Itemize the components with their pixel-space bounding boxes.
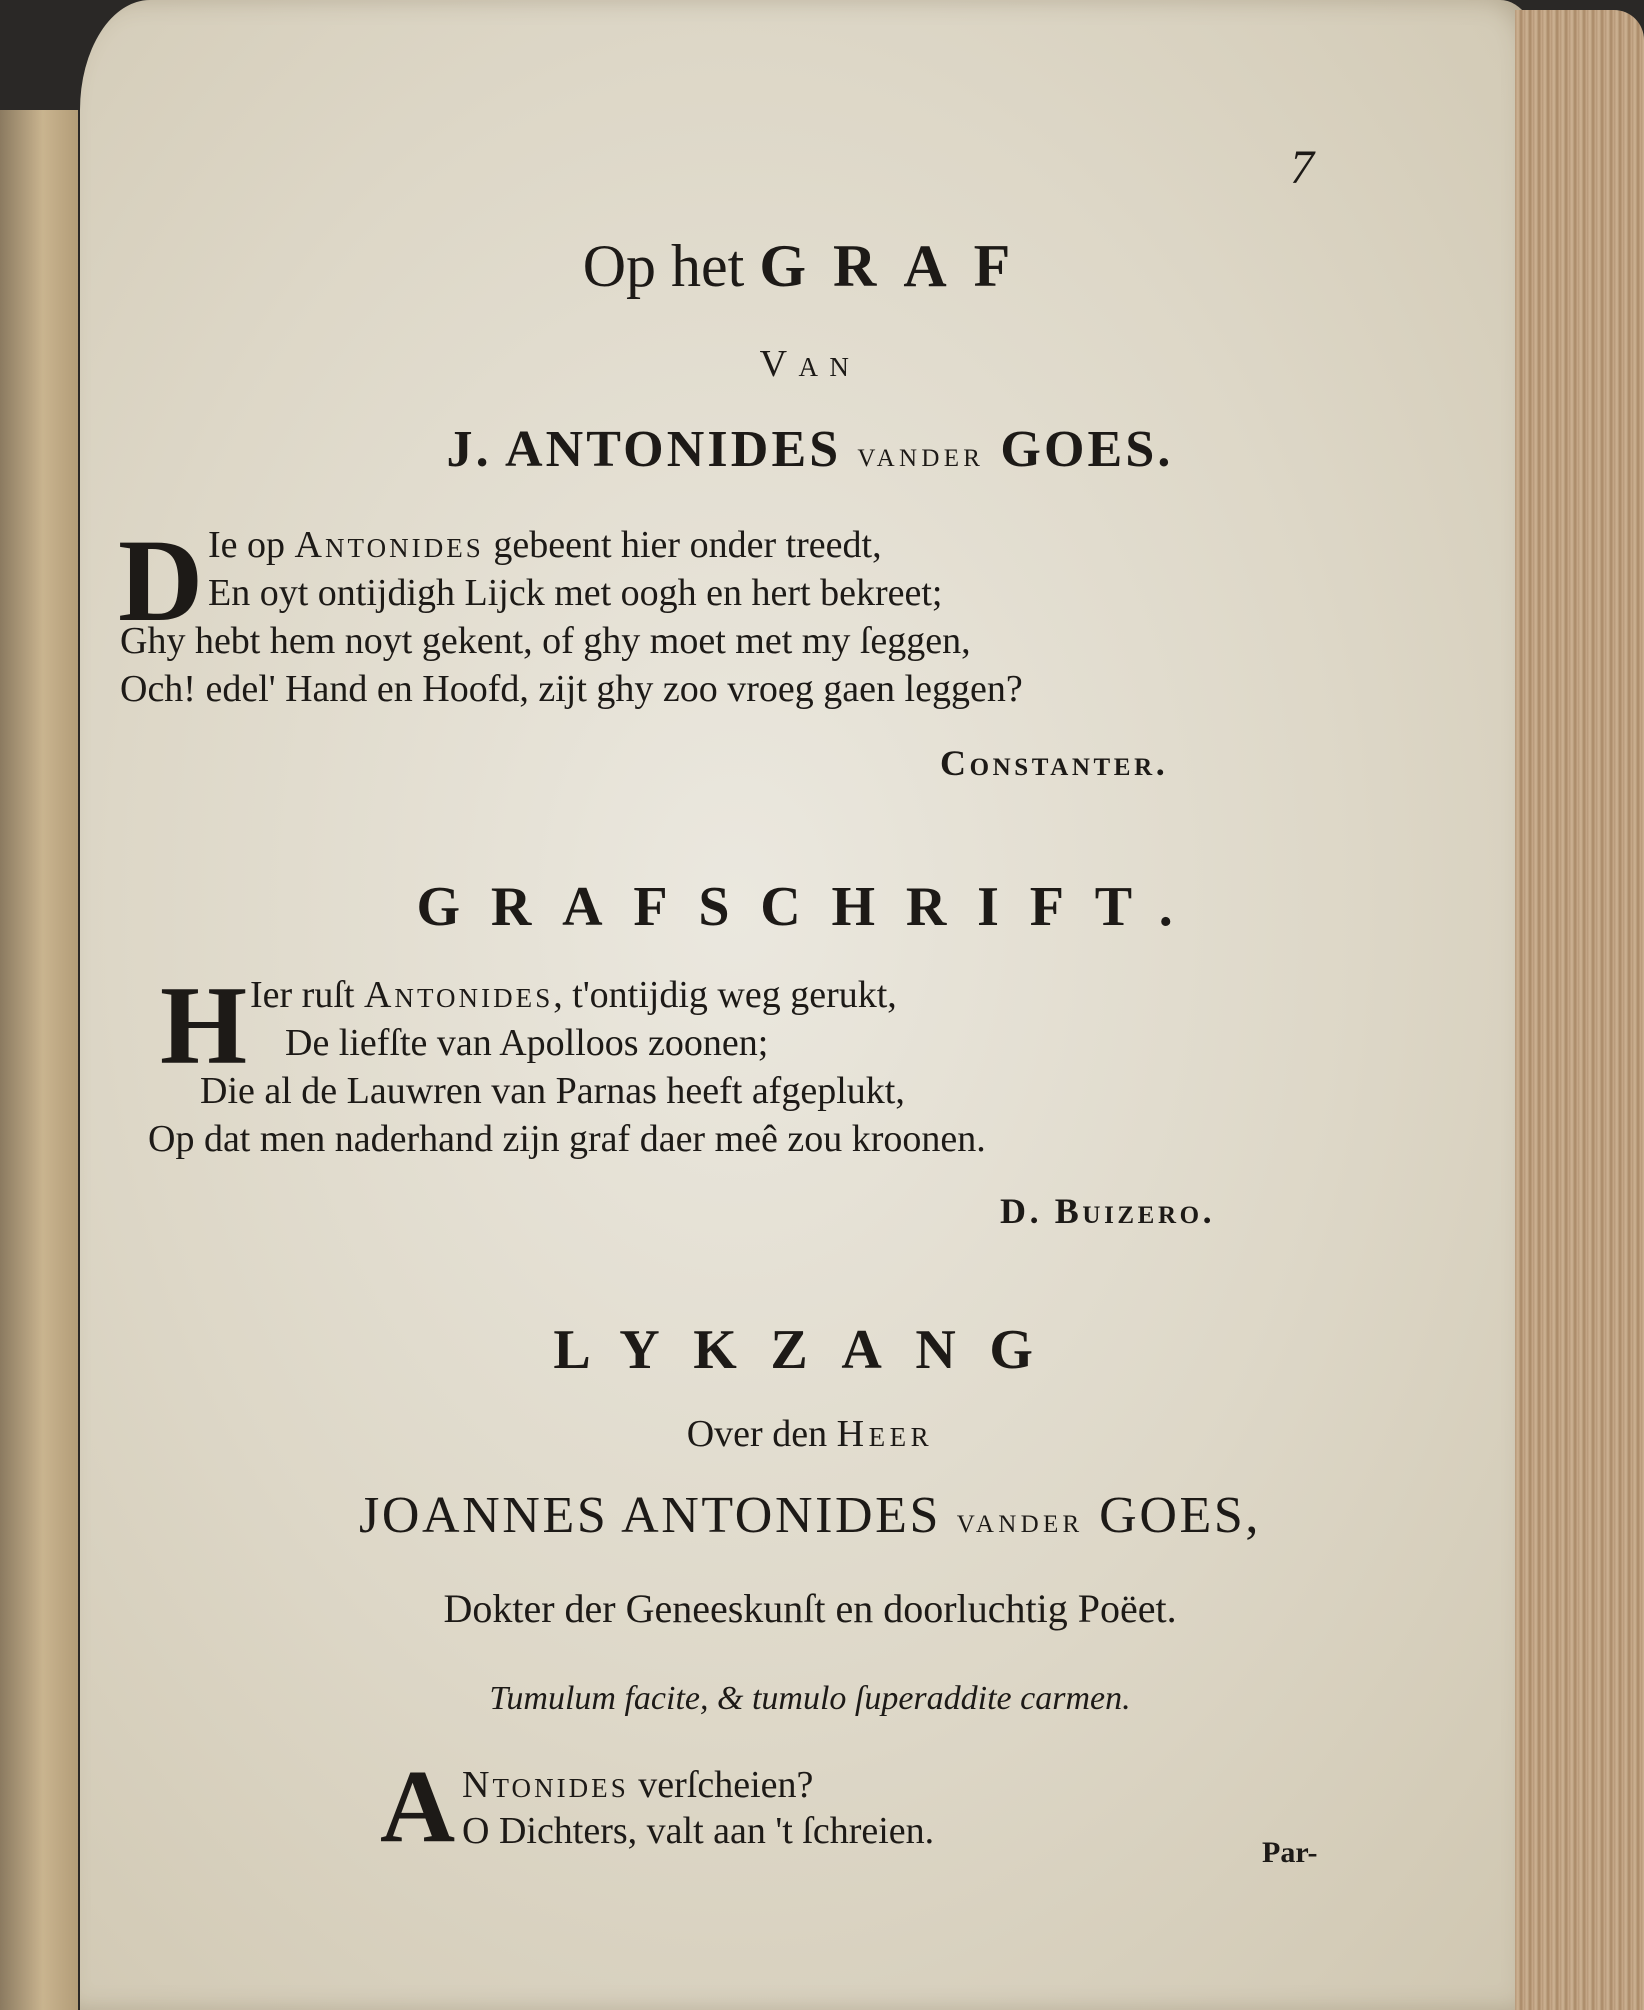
- title-van: Van: [759, 343, 861, 385]
- verse-smallcaps: Antonides: [294, 524, 484, 566]
- verse-text: Ie op: [208, 524, 295, 566]
- lykzang-heading: LYKZANG: [553, 1319, 1067, 1381]
- verse-smallcaps: Ntonides: [462, 1764, 629, 1806]
- verse-text: gebeent hier onder treedt,: [483, 524, 882, 566]
- poem1-line-3: Ghy hebt hem noyt gekent, of ghy moet met my ſeggen,: [120, 620, 971, 662]
- lykzang-latin-motto: Tumulum facite, & tumulo ſuperaddite carmen.: [489, 1680, 1131, 1717]
- over-den-text: Over den: [686, 1413, 828, 1455]
- lykzang-line-1: [462, 1762, 813, 1809]
- lykzang-subtitle: Dokter der Geneeskunſt en doorluchtig Poëet.: [443, 1586, 1177, 1631]
- name-vander: vander: [956, 1500, 1084, 1540]
- verse-smallcaps: Antonides: [363, 974, 554, 1016]
- page-content: [80, 0, 1540, 2010]
- poem1-line-1: [208, 522, 882, 569]
- grafschrift-line-3: Die al de Lauwren van Parnas heeft afgeplukt,: [200, 1070, 905, 1112]
- lykzang-name: [80, 1486, 1540, 1545]
- verse-text: Ier ruſt: [250, 974, 364, 1016]
- poem1-line-4: Och! edel' Hand en Hoofd, zijt ghy zoo vroeg gaen leggen?: [120, 668, 1023, 710]
- title-name: [80, 420, 1540, 479]
- title-name-goes: GOES.: [1000, 421, 1174, 478]
- lykzang-over-den: [80, 1412, 1540, 1456]
- title-name-j: J. ANTONIDES: [446, 421, 842, 478]
- grafschrift-heading: GRAFSCHRIFT.: [416, 876, 1204, 938]
- name-goes: GOES,: [1099, 1487, 1261, 1544]
- adjacent-page-edge: [0, 110, 78, 2010]
- verse-text: verſcheien?: [628, 1764, 814, 1806]
- grafschrift-line-4: Op dat men naderhand zijn graf daer meê zou kroonen.: [148, 1118, 986, 1160]
- title-name-vander: vander: [857, 434, 985, 474]
- grafschrift-line-1: [250, 972, 897, 1019]
- poem1-signature: Constanter.: [940, 743, 1169, 783]
- drop-cap-h: H: [160, 964, 248, 1088]
- name-joannes: JOANNES ANTONIDES: [359, 1487, 942, 1544]
- lykzang-line-2: O Dichters, valt aan 't ſchreien.: [462, 1810, 935, 1852]
- poem1-line-2: En oyt ontijdigh Lijck met oogh en hert bekreet;: [208, 572, 943, 614]
- drop-cap-a: A: [380, 1749, 456, 1864]
- section-title: [80, 232, 1540, 301]
- catchword: Par-: [1262, 1836, 1318, 1869]
- grafschrift-signature: D. Buizero.: [1000, 1191, 1216, 1231]
- drop-cap-d: D: [118, 515, 204, 646]
- page-number: 7: [1290, 141, 1314, 194]
- title-graf: GRAF: [759, 233, 1038, 299]
- heer-text: Heer: [836, 1413, 934, 1455]
- grafschrift-line-2: De liefſte van Apolloos zoonen;: [285, 1022, 769, 1064]
- title-op-het: Op het: [582, 233, 745, 299]
- verse-text: , t'ontijdig weg gerukt,: [553, 974, 897, 1016]
